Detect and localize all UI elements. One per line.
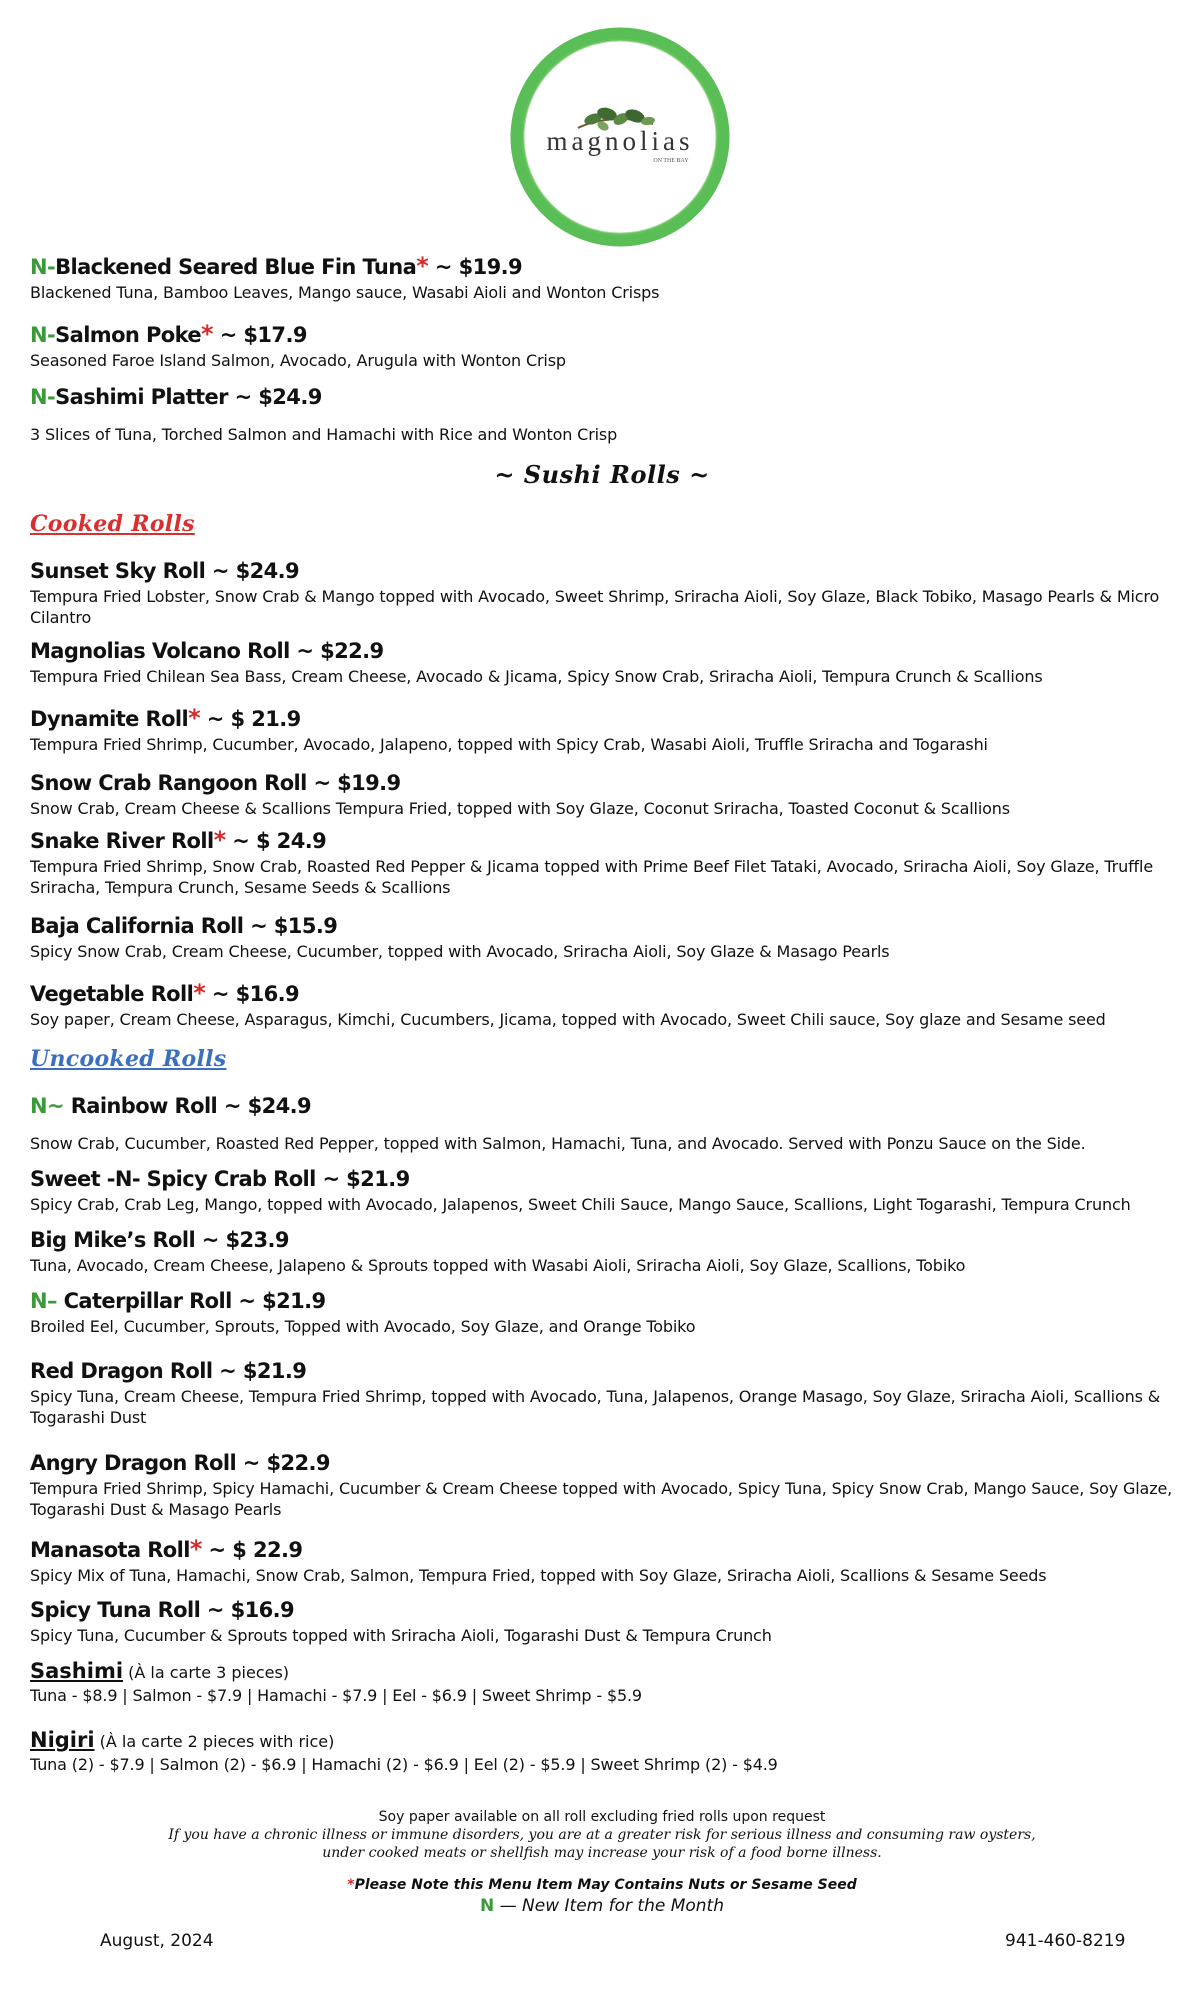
item-name: Vegetable Roll [30,982,194,1006]
menu-item [30,558,1180,628]
item-description: 3 Slices of Tuna, Torched Salmon and Hamachi with Rice and Wonton Crisp [30,425,618,444]
sesame-nut-star-icon: * [188,704,201,732]
menu-item [30,384,1180,445]
item-price: ~ $ 22.9 [208,1538,303,1562]
item-description: Tuna, Avocado, Cream Cheese, Jalapeno & Sprouts topped with Wasabi Aioli, Sriracha Aioli, Soy Glaze, Scallions, Tobiko [30,1256,966,1275]
menu-item [30,913,1180,962]
soy-paper-note: Soy paper available on all roll excluding fried rolls upon request [378,1809,826,1825]
new-marker: N~ [30,1094,64,1118]
item-title [30,1288,1180,1314]
sesame-nut-star-icon: * [189,1535,202,1563]
item-price: ~ $ 21.9 [206,707,301,731]
phone-number: 941-460-8219 [1005,1931,1126,1951]
sashimi-title: Sashimi [30,1659,124,1683]
menu-item [30,705,1180,755]
menu-item [30,1597,1180,1646]
item-description: Snow Crab, Cream Cheese & Scallions Tempura Fried, topped with Soy Glaze, Coconut Sriracha, Toasted Coconut & Scallions [30,799,1010,818]
menu-item [30,1358,1180,1428]
item-name: Salmon Poke [55,323,202,347]
item-name: Blackened Seared Blue Fin Tuna [55,255,417,279]
item-name: Spicy Tuna Roll ~ $16.9 [30,1598,295,1622]
menu-item [30,253,1180,303]
nigiri-prices: Tuna (2) - $7.9 | Salmon (2) - $6.9 | Hamachi (2) - $6.9 | Eel (2) - $5.9 | Sweet Shrimp (2) - $4.9 [30,1755,778,1774]
magnolias-logo [503,20,737,254]
item-name: Rainbow Roll ~ $24.9 [63,1094,311,1118]
item-name: Red Dragon Roll ~ $21.9 [30,1359,307,1383]
item-name: Caterpillar Roll ~ $21.9 [56,1289,326,1313]
item-name: Sweet -N- Spicy Crab Roll ~ $21.9 [30,1167,410,1191]
item-price: ~ $17.9 [219,323,307,347]
new-marker: N- [30,323,56,347]
new-marker: N- [30,255,56,279]
item-description: Tempura Fried Shrimp, Spicy Hamachi, Cucumber & Cream Cheese topped with Avocado, Spicy Tuna, Spicy Snow Crab, Mango Sauce, Soy Glaze, Togarashi Dust & Masago Pearls [30,1479,1173,1519]
health-warning-line-2: under cooked meats or shellfish may increase your risk of a food borne illness. [322,1845,882,1861]
item-title [30,253,1180,280]
sushi-rolls-header: ~ Sushi Rolls ~ [494,460,710,489]
item-description: Spicy Snow Crab, Cream Cheese, Cucumber, topped with Avocado, Sriracha Aioli, Soy Glaze & Masago Pearls [30,942,890,961]
new-item-legend [0,1896,1204,1916]
uncooked-rolls-header: Uncooked Rolls [30,1046,227,1072]
sesame-nut-star-icon: * [416,252,429,280]
cooked-rolls-header: Cooked Rolls [30,511,195,537]
sashimi-section [30,1659,1180,1706]
item-description: Tempura Fried Shrimp, Cucumber, Avocado, Jalapeno, topped with Spicy Crab, Wasabi Aioli, Truffle Sriracha and Togarashi [30,735,988,754]
health-warning-line-1: If you have a chronic illness or immune disorders, you are at a greater risk for serious illness and consuming raw oysters, [168,1827,1036,1843]
new-marker: N– [30,1289,57,1313]
sesame-nut-star-icon: * [193,979,206,1007]
menu-item [30,827,1180,898]
item-description: Tempura Fried Shrimp, Snow Crab, Roasted Red Pepper & Jicama topped with Prime Beef Filet Tataki, Avocado, Sriracha Aioli, Soy Glaze, Truffle Sriracha, Tempura Crunch, Sesame Seeds & Scallions [30,857,1154,897]
item-description: Tempura Fried Chilean Sea Bass, Cream Cheese, Avocado & Jicama, Spicy Snow Crab, Sriracha Aioli, Tempura Crunch & Scallions [30,667,1043,686]
item-name: Magnolias Volcano Roll ~ $22.9 [30,639,384,663]
item-name: Manasota Roll [30,1538,190,1562]
item-name: Baja California Roll ~ $15.9 [30,914,338,938]
logo-wordmark: magnolias [546,126,694,156]
item-title [30,384,1180,410]
logo-tagline: ON THE BAY [653,158,689,164]
new-legend-text: — New Item for the Month [494,1896,724,1916]
item-description: Spicy Tuna, Cream Cheese, Tempura Fried Shrimp, topped with Avocado, Tuna, Jalapenos, Orange Masago, Soy Glaze, Sriracha Aioli, Scallions & Togarashi Dust [30,1387,1161,1427]
item-price: ~ $19.9 [434,255,522,279]
item-price: ~ $16.9 [211,982,300,1006]
item-title [30,980,1180,1007]
menu-item [30,638,1180,687]
menu-item [30,1227,1180,1276]
nigiri-title: Nigiri [30,1728,95,1752]
menu-item [30,1093,1180,1154]
menu-item [30,1166,1180,1215]
menu-item [30,321,1180,371]
item-description: Spicy Mix of Tuna, Hamachi, Snow Crab, Salmon, Tempura Fried, topped with Soy Glaze, Sriracha Aioli, Scallions & Sesame Seeds [30,1566,1047,1585]
item-title [30,321,1180,348]
item-description: Soy paper, Cream Cheese, Asparagus, Kimchi, Cucumbers, Jicama, topped with Avocado, Sweet Chili sauce, Soy glaze and Sesame seed [30,1010,1106,1029]
item-title [30,827,1180,854]
menu-item [30,1450,1180,1520]
item-description: Broiled Eel, Cucumber, Sprouts, Topped with Avocado, Soy Glaze, and Orange Tobiko [30,1317,696,1336]
item-price: ~ $ 24.9 [232,829,327,853]
item-name: Sunset Sky Roll ~ $24.9 [30,559,300,583]
menu-date: August, 2024 [100,1931,214,1951]
item-description: Tempura Fried Lobster, Snow Crab & Mango topped with Avocado, Sweet Shrimp, Sriracha Aioli, Soy Glaze, Black Tobiko, Masago Pearls & Micro Cilantro [30,587,1160,627]
sashimi-note: (À la carte 3 pieces) [128,1663,290,1682]
item-description: Spicy Tuna, Cucumber & Sprouts topped with Sriracha Aioli, Togarashi Dust & Tempura Crunch [30,1626,772,1645]
item-name: Snow Crab Rangoon Roll ~ $19.9 [30,771,401,795]
nigiri-note: (À la carte 2 pieces with rice) [99,1732,335,1751]
new-marker: N- [30,385,56,409]
item-title [30,1536,1180,1563]
item-description: Seasoned Faroe Island Salmon, Avocado, Arugula with Wonton Crisp [30,351,566,370]
nuts-star-icon: * [347,1877,355,1893]
menu-item [30,1288,1180,1337]
menu-item [30,980,1180,1030]
new-legend-marker: N [480,1896,495,1916]
item-name: Sashimi Platter ~ $24.9 [55,385,322,409]
item-description: Spicy Crab, Crab Leg, Mango, topped with Avocado, Jalapenos, Sweet Chili Sauce, Mango Sauce, Scallions, Light Togarashi, Tempura Crunch [30,1195,1131,1214]
item-name: Angry Dragon Roll ~ $22.9 [30,1451,330,1475]
sesame-nut-star-icon: * [213,826,226,854]
nigiri-section [30,1728,1180,1775]
menu-item [30,1536,1180,1586]
item-name: Snake River Roll [30,829,214,853]
nuts-sesame-text: Please Note this Menu Item May Contains Nuts or Sesame Seed [354,1877,857,1893]
sashimi-prices: Tuna - $8.9 | Salmon - $7.9 | Hamachi - $7.9 | Eel - $6.9 | Sweet Shrimp - $5.9 [30,1686,642,1705]
menu-item [30,770,1180,819]
item-title [30,705,1180,732]
nuts-sesame-note [0,1877,1204,1893]
item-title [30,1093,1180,1119]
item-description: Blackened Tuna, Bamboo Leaves, Mango sauce, Wasabi Aioli and Wonton Crisps [30,283,660,302]
item-description: Snow Crab, Cucumber, Roasted Red Pepper, topped with Salmon, Hamachi, Tuna, and Avocado. Served with Ponzu Sauce on the Side. [30,1134,1086,1153]
item-name: Dynamite Roll [30,707,189,731]
sesame-nut-star-icon: * [201,320,213,348]
item-name: Big Mike’s Roll ~ $23.9 [30,1228,289,1252]
